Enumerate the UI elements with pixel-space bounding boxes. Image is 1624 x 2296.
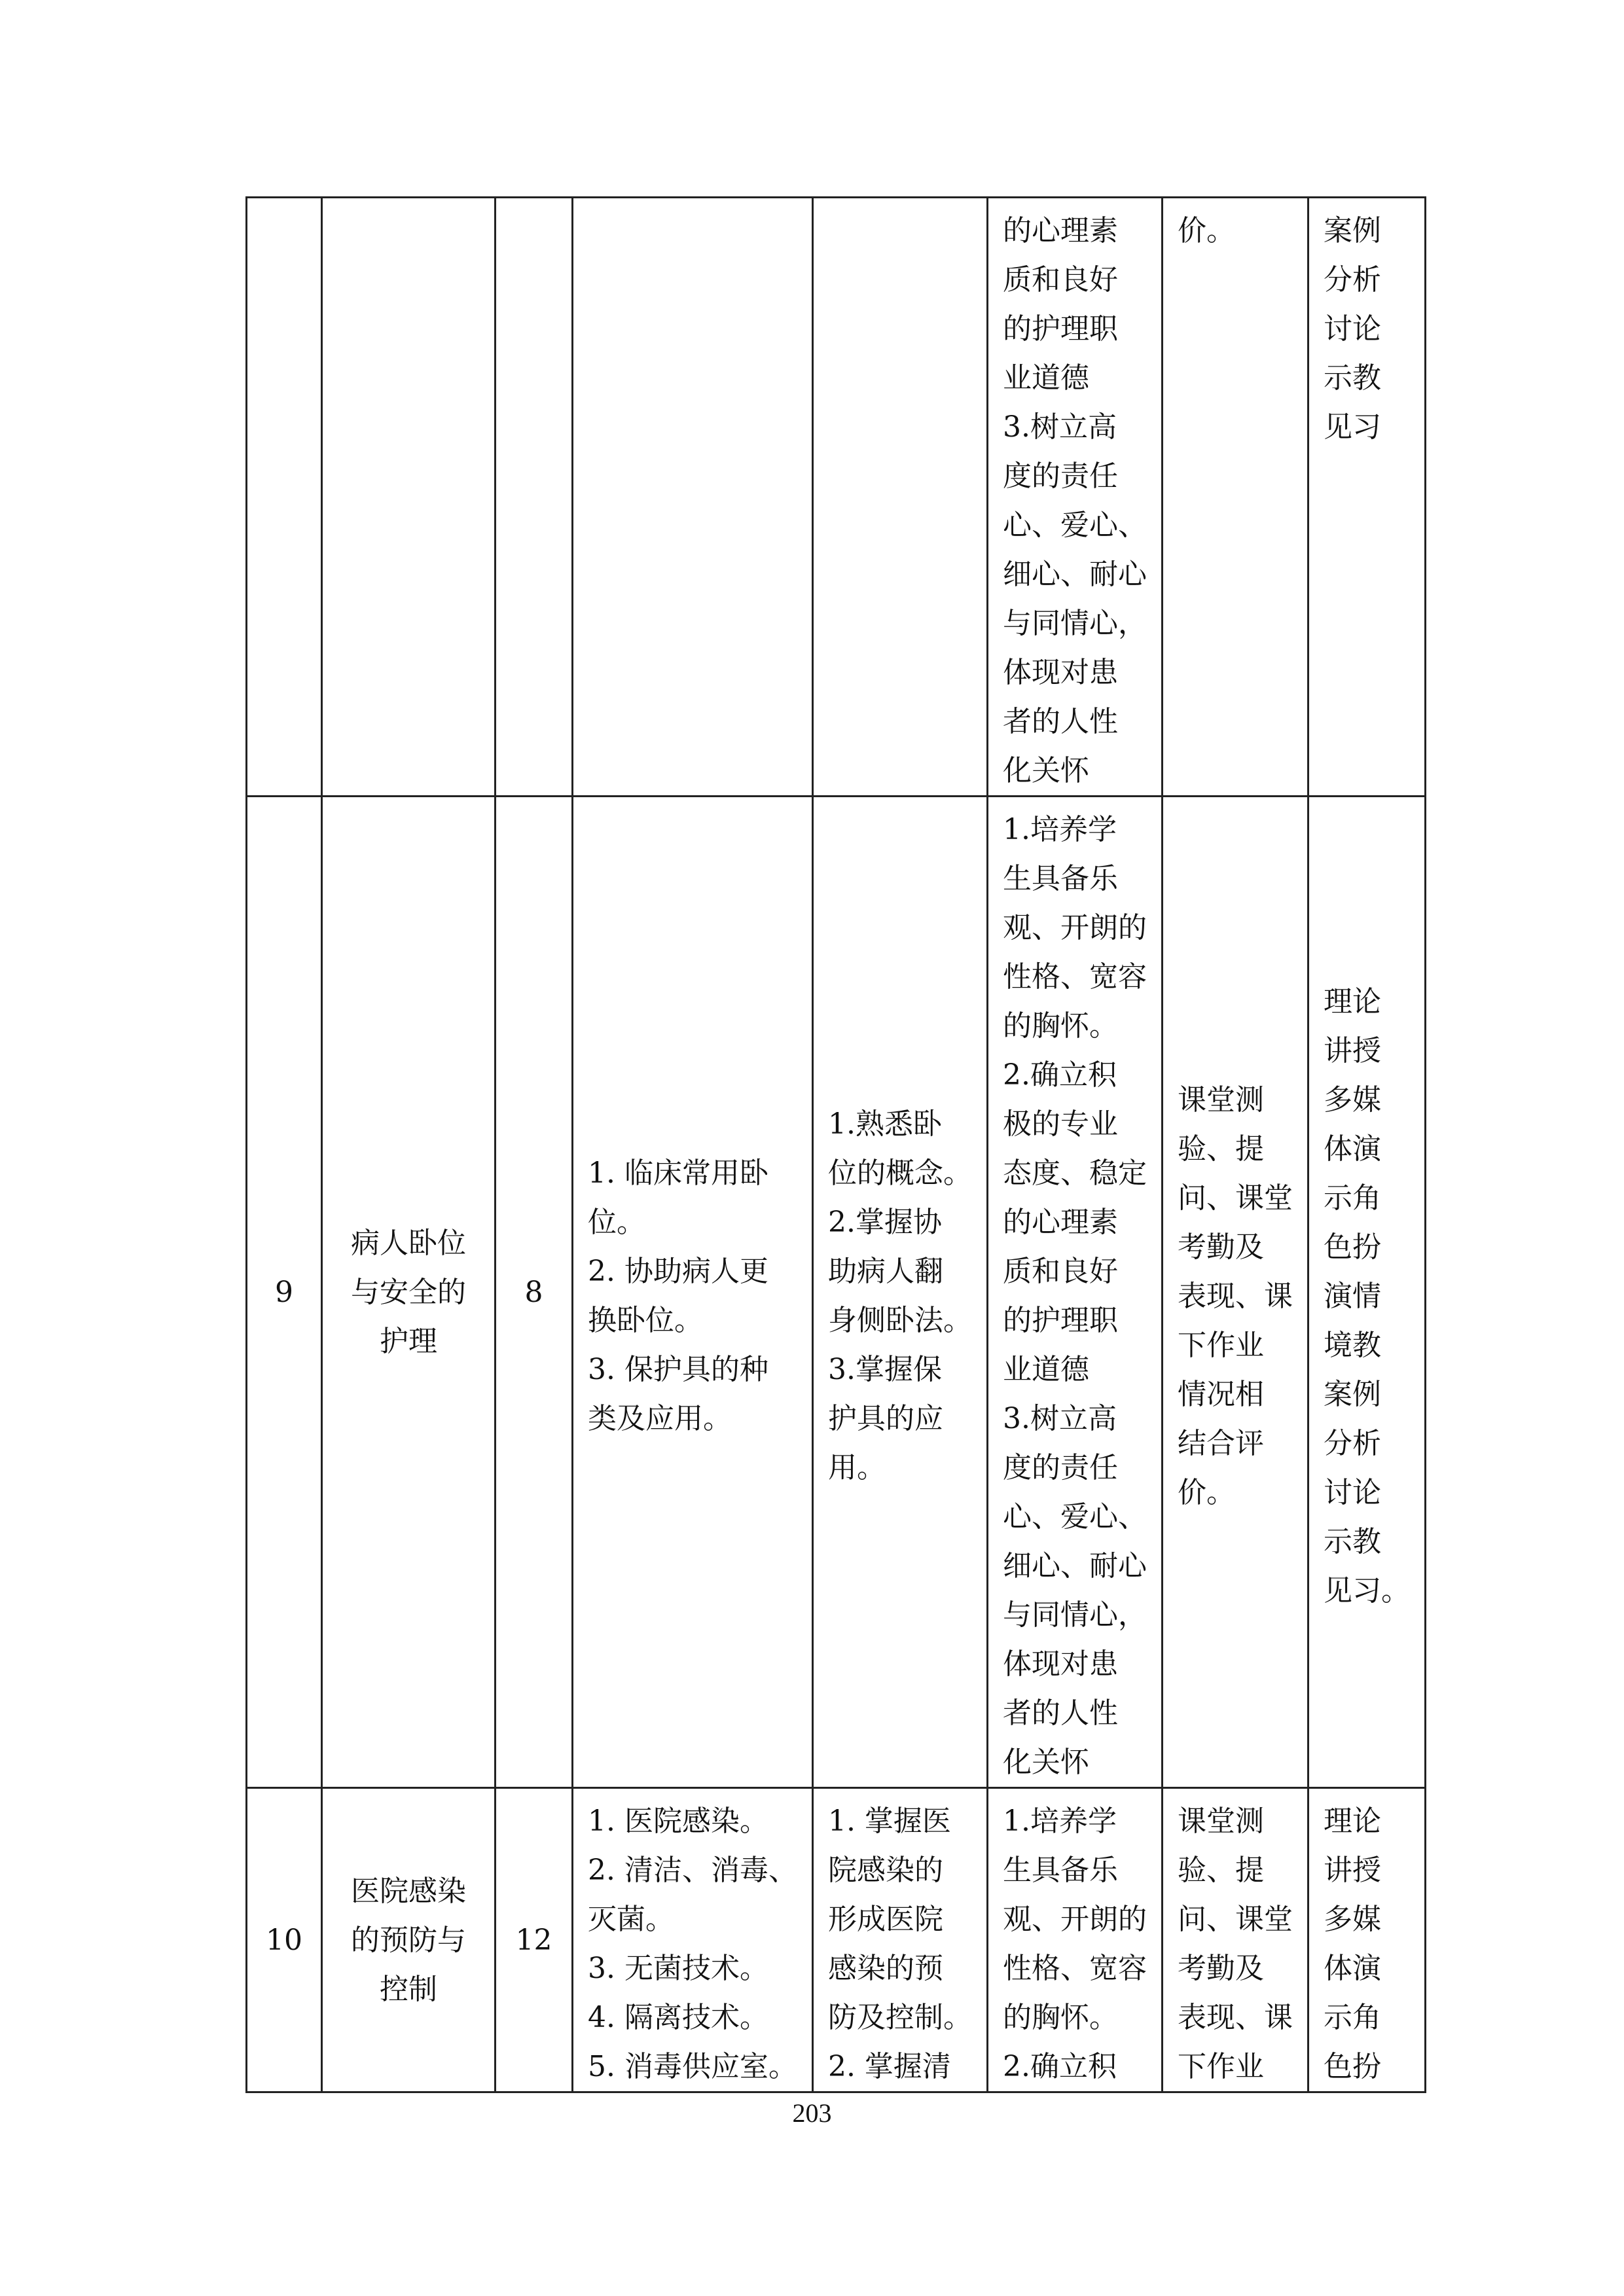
cell-text-line: 境教 — [1323, 1328, 1381, 1362]
cell-text-line: 示角 — [1323, 1181, 1381, 1215]
cell-assessment — [1162, 797, 1308, 1788]
cell-text-line: 2.确立积 — [1002, 2050, 1117, 2083]
cell-text-line: 体现对患 — [1002, 656, 1118, 689]
cell-text-line: 度的责任 — [1002, 1451, 1118, 1484]
cell-text-line: 1. 临床常用卧 — [588, 1157, 768, 1190]
cell-text-line: 见习。 — [1323, 1573, 1410, 1607]
cell-text-line: 换卧位。 — [588, 1304, 703, 1337]
cell-assessment — [1162, 198, 1308, 797]
table-row — [247, 797, 1426, 1788]
cell-text-line: 示角 — [1323, 2001, 1381, 2034]
cell-methods — [1308, 797, 1425, 1788]
cell-text-line: 度的责任 — [1002, 459, 1118, 493]
cell-content — [573, 198, 813, 797]
cell-text-line: 感染的预 — [827, 1952, 943, 1985]
page-number: 203 — [792, 2098, 832, 2128]
cell-text-line: 1. 医院感染。 — [588, 1804, 768, 1838]
cell-text-line: 价。 — [1177, 1475, 1235, 1509]
cell-text-line: 心、爱心、 — [1002, 1500, 1147, 1534]
cell-text-line: 细心、耐心 — [1002, 558, 1147, 591]
course-table — [245, 196, 1426, 2093]
cell-text-line: 分析 — [1323, 1426, 1381, 1460]
cell-text-line: 态度、稳定 — [1002, 1157, 1147, 1190]
cell-text-line: 表现、课 — [1177, 1279, 1293, 1313]
cell-number: 10 — [247, 1788, 322, 2092]
cell-title — [322, 797, 496, 1788]
cell-text-line: 问、课堂 — [1177, 1903, 1293, 1936]
cell-text-line: 者的人性 — [1002, 1696, 1118, 1730]
cell-text-line: 4. 隔离技术。 — [588, 2001, 768, 2034]
cell-text-line: 的预防与 — [351, 1923, 466, 1957]
cell-text-line: 院感染的 — [827, 1854, 943, 1887]
cell-text-line: 极的专业 — [1002, 1107, 1118, 1141]
cell-text-line: 的护理职 — [1002, 312, 1118, 346]
cell-text-line: 多媒 — [1323, 1083, 1381, 1117]
cell-text-line: 价。 — [1177, 214, 1235, 247]
cell-text-line: 结合评 — [1177, 1426, 1264, 1460]
cell-text-line: 化关怀 — [1002, 1746, 1089, 1779]
cell-text-line: 护具的应 — [827, 1402, 943, 1435]
cell-text-line: 考勤及 — [1177, 1230, 1264, 1264]
cell-text-line: 病人卧位 — [351, 1226, 466, 1260]
cell-number: 9 — [247, 797, 322, 1788]
cell-text-line: 3. 无菌技术。 — [588, 1952, 768, 1985]
cell-objectives — [812, 1788, 987, 2092]
cell-text-line: 情况相 — [1177, 1377, 1264, 1411]
cell-text-line: 观、开朗的 — [1002, 911, 1147, 944]
cell-text-line: 色扮 — [1323, 2050, 1381, 2083]
cell-text-line: 护理 — [380, 1324, 437, 1358]
cell-text-line: 的心理素 — [1002, 214, 1118, 247]
cell-content — [573, 797, 813, 1788]
cell-text-line: 的胸怀。 — [1002, 1009, 1118, 1043]
cell-text-line: 生具备乐 — [1002, 862, 1118, 895]
cell-text-line: 2. 协助病人更 — [588, 1255, 768, 1288]
cell-text-line: 细心、耐心 — [1002, 1549, 1147, 1583]
cell-text-line: 的护理职 — [1002, 1304, 1118, 1337]
cell-text-line: 讨论 — [1323, 1475, 1381, 1509]
cell-text-line: 位。 — [588, 1206, 645, 1239]
cell-text-line: 下作业 — [1177, 2050, 1264, 2083]
cell-text-line: 示教 — [1323, 361, 1381, 395]
cell-text-line: 用。 — [827, 1451, 886, 1484]
cell-text-line: 3.掌握保 — [827, 1353, 942, 1386]
table-body — [247, 198, 1426, 2092]
cell-text-line: 者的人性 — [1002, 705, 1118, 738]
cell-text-line: 3.树立高 — [1002, 410, 1117, 444]
cell-text-line: 防及控制。 — [827, 2001, 972, 2034]
cell-text-line: 性格、宽容 — [1002, 960, 1147, 994]
cell-text-line: 表现、课 — [1177, 2001, 1293, 2034]
cell-text-line: 质和良好 — [1002, 1255, 1118, 1288]
cell-ideology — [987, 198, 1162, 797]
cell-text-line: 医院感染 — [351, 1874, 466, 1908]
cell-text-line: 课堂测 — [1177, 1083, 1264, 1117]
cell-text-line: 生具备乐 — [1002, 1854, 1118, 1887]
cell-text-line: 课堂测 — [1177, 1804, 1264, 1838]
cell-text-line: 体演 — [1323, 1132, 1381, 1166]
cell-ideology — [987, 797, 1162, 1788]
cell-text-line: 1.熟悉卧 — [827, 1107, 942, 1141]
cell-text-line: 控制 — [380, 1972, 437, 2006]
cell-text-line: 观、开朗的 — [1002, 1903, 1147, 1936]
cell-text-line: 色扮 — [1323, 1230, 1381, 1264]
cell-text-line: 助病人翻 — [827, 1255, 943, 1288]
cell-text-line: 验、提 — [1177, 1132, 1264, 1166]
cell-methods — [1308, 198, 1425, 797]
cell-text-line: 化关怀 — [1002, 754, 1089, 787]
cell-text-line: 的心理素 — [1002, 1206, 1118, 1239]
cell-ideology — [987, 1788, 1162, 2092]
cell-text-line: 演情 — [1323, 1279, 1381, 1313]
cell-title — [322, 1788, 496, 2092]
cell-text-line: 业道德 — [1002, 361, 1089, 395]
cell-text-line: 灭菌。 — [588, 1903, 674, 1936]
cell-hours: 12 — [496, 1788, 573, 2092]
cell-methods — [1308, 1788, 1425, 2092]
cell-text-line: 与安全的 — [351, 1275, 466, 1309]
table-row — [247, 198, 1426, 797]
cell-text-line: 5. 消毒供应室。 — [588, 2050, 797, 2083]
cell-objectives — [812, 797, 987, 1788]
cell-text-line: 2. 清洁、消毒、 — [588, 1854, 797, 1887]
cell-text-line: 质和良好 — [1002, 263, 1118, 296]
cell-hours: 8 — [496, 797, 573, 1788]
cell-text-line: 分析 — [1323, 263, 1381, 296]
cell-text-line: 下作业 — [1177, 1328, 1264, 1362]
cell-text-line: 与同情心， — [1002, 607, 1147, 640]
cell-text-line: 多媒 — [1323, 1903, 1381, 1936]
cell-text-line: 业道德 — [1002, 1353, 1089, 1386]
table-row — [247, 1788, 1426, 2092]
cell-hours — [496, 198, 573, 797]
cell-title — [322, 198, 496, 797]
cell-text-line: 问、课堂 — [1177, 1181, 1293, 1215]
cell-text-line: 身侧卧法。 — [827, 1304, 972, 1337]
cell-text-line: 形成医院 — [827, 1903, 943, 1936]
cell-text-line: 示教 — [1323, 1524, 1381, 1558]
cell-text-line: 考勤及 — [1177, 1952, 1264, 1985]
cell-text-line: 讲授 — [1323, 1854, 1381, 1887]
cell-text-line: 位的概念。 — [827, 1157, 972, 1190]
cell-text-line: 案例 — [1323, 1377, 1381, 1411]
cell-text-line: 1. 掌握医 — [827, 1804, 951, 1838]
cell-text-line: 2.掌握协 — [827, 1206, 942, 1239]
cell-text-line: 见习 — [1323, 410, 1381, 444]
cell-text-line: 体现对患 — [1002, 1647, 1118, 1681]
cell-text-line: 心、爱心、 — [1002, 509, 1147, 542]
cell-text-line: 的胸怀。 — [1002, 2001, 1118, 2034]
cell-text-line: 体演 — [1323, 1952, 1381, 1985]
cell-text-line: 2.确立积 — [1002, 1058, 1117, 1092]
cell-text-line: 3. 保护具的种 — [588, 1353, 768, 1386]
cell-text-line: 讨论 — [1323, 312, 1381, 346]
cell-text-line: 2. 掌握清 — [827, 2050, 951, 2083]
cell-objectives — [812, 198, 987, 797]
cell-number — [247, 198, 322, 797]
cell-assessment — [1162, 1788, 1308, 2092]
cell-text-line: 类及应用。 — [588, 1402, 732, 1435]
cell-text-line: 性格、宽容 — [1002, 1952, 1147, 1985]
cell-text-line: 3.树立高 — [1002, 1402, 1117, 1435]
cell-text-line: 理论 — [1323, 984, 1381, 1018]
cell-text-line: 1.培养学 — [1002, 813, 1117, 846]
cell-text-line: 理论 — [1323, 1804, 1381, 1838]
cell-text-line: 讲授 — [1323, 1033, 1381, 1067]
cell-text-line: 案例 — [1323, 214, 1381, 247]
cell-text-line: 验、提 — [1177, 1854, 1264, 1887]
cell-content — [573, 1788, 813, 2092]
cell-text-line: 与同情心， — [1002, 1598, 1147, 1632]
cell-text-line: 1.培养学 — [1002, 1804, 1117, 1838]
